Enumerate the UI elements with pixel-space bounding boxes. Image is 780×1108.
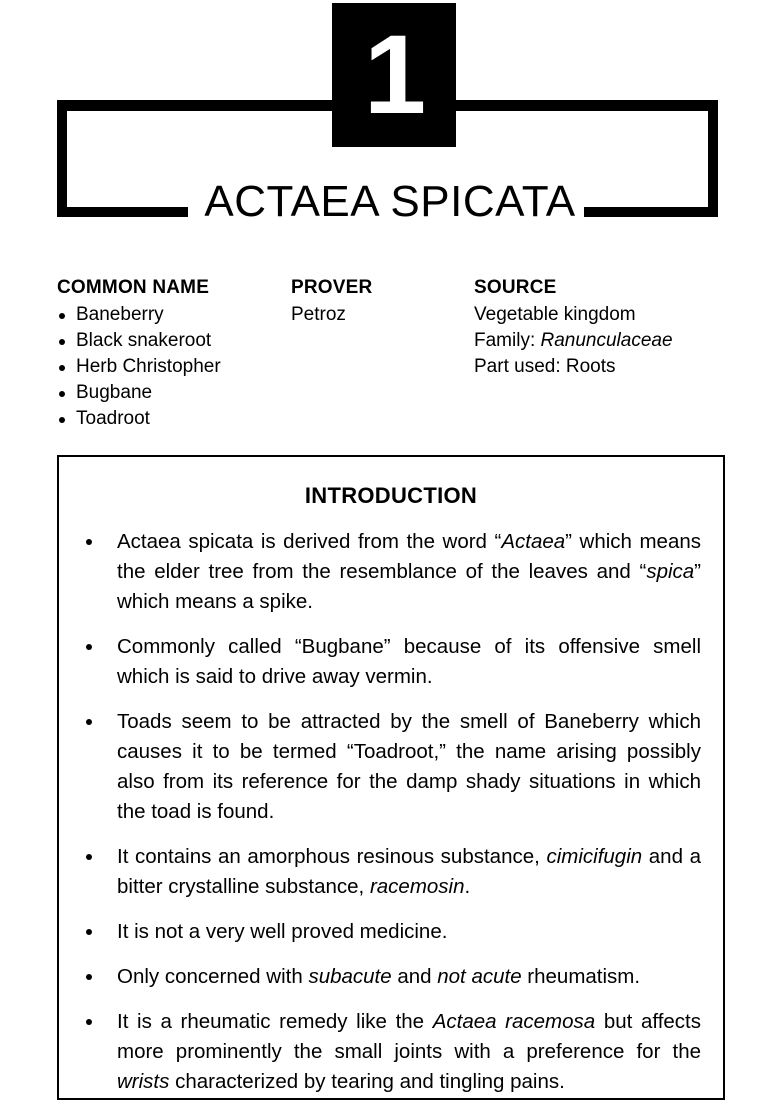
common-name-item-label: Black snakeroot bbox=[76, 330, 212, 351]
remedy-metadata bbox=[0, 276, 780, 446]
source-family-label: Family: bbox=[474, 330, 541, 351]
body-text: rheumatism. bbox=[521, 965, 641, 988]
body-text: It is a rheumatic remedy like the bbox=[117, 1010, 433, 1033]
list-item bbox=[57, 406, 282, 432]
emphasis-text: racemosin bbox=[369, 875, 465, 898]
body-text: Actaea spicata is derived from the word bbox=[117, 530, 495, 553]
introduction-box bbox=[57, 455, 725, 1100]
list-item bbox=[57, 354, 282, 380]
chapter-number-box bbox=[332, 3, 456, 147]
body-text: Commonly called “Bugbane” because of its offensive smell which is said to drive away vermin. bbox=[117, 635, 701, 688]
common-name-item-label: Bugbane bbox=[76, 382, 153, 403]
body-text: but affects more prominently the small joints with a preference for the bbox=[117, 1010, 702, 1063]
body-text: ” bbox=[565, 530, 572, 553]
prover-value: Petroz bbox=[291, 304, 346, 325]
emphasis-text: not acute bbox=[437, 965, 522, 988]
common-name-item-label: Herb Christopher bbox=[76, 356, 221, 377]
meta-column-prover bbox=[291, 276, 466, 328]
meta-column-common-name bbox=[57, 276, 282, 432]
body-text: Only concerned with bbox=[117, 965, 309, 988]
common-name-heading: COMMON NAME bbox=[57, 277, 210, 298]
body-text: which means the elder tree from the resemblance of the leaves and bbox=[117, 530, 701, 583]
common-name-list bbox=[57, 302, 282, 432]
introduction-bullet bbox=[59, 527, 701, 617]
source-part-used: Part used: Roots bbox=[474, 356, 616, 377]
meta-column-source bbox=[474, 276, 764, 380]
list-item bbox=[57, 380, 282, 406]
body-text: . bbox=[464, 875, 471, 898]
emphasis-text: spica bbox=[646, 560, 695, 583]
emphasis-text: Actaea bbox=[501, 530, 566, 553]
introduction-bullet bbox=[59, 842, 701, 902]
body-text: characterized by tearing and tingling pains. bbox=[169, 1070, 565, 1093]
prover-heading: PROVER bbox=[291, 277, 373, 298]
source-kingdom: Vegetable kingdom bbox=[474, 304, 636, 325]
emphasis-text: Actaea racemosa bbox=[432, 1010, 596, 1033]
introduction-bullet-list bbox=[59, 527, 723, 1097]
source-family bbox=[474, 328, 764, 354]
body-text: and bbox=[391, 965, 438, 988]
body-text: “ bbox=[494, 530, 502, 553]
emphasis-text: wrists bbox=[117, 1070, 170, 1093]
body-text: and a bitter crystalline substance, bbox=[117, 845, 701, 898]
introduction-bullet bbox=[59, 962, 701, 992]
emphasis-text: cimicifugin bbox=[546, 845, 643, 868]
source-family-value: Ranunculaceae bbox=[540, 330, 673, 351]
introduction-bullet bbox=[59, 632, 701, 692]
list-item bbox=[57, 328, 282, 354]
emphasis-text: subacute bbox=[308, 965, 392, 988]
chapter-title: ACTAEA SPICATA bbox=[204, 177, 576, 226]
body-text: which means a spike. bbox=[117, 590, 313, 613]
chapter-number: 1 bbox=[363, 12, 425, 137]
introduction-bullet bbox=[59, 1007, 701, 1097]
body-text: “ bbox=[639, 560, 647, 583]
introduction-heading: INTRODUCTION bbox=[304, 483, 478, 508]
list-item bbox=[57, 302, 282, 328]
common-name-item-label: Toadroot bbox=[76, 408, 150, 429]
body-text: It is not a very well proved medicine. bbox=[117, 920, 448, 943]
introduction-bullet bbox=[59, 707, 701, 827]
source-heading: SOURCE bbox=[474, 277, 557, 298]
chapter-header bbox=[0, 0, 780, 250]
body-text: Toads seem to be attracted by the smell of Baneberry which causes it to be termed “Toadroot,” the name arising possibly also from its reference for the damp shady situations in which the toad is found. bbox=[117, 710, 701, 823]
introduction-bullet bbox=[59, 917, 701, 947]
body-text: It contains an amorphous resinous substance, bbox=[117, 845, 547, 868]
common-name-item-label: Baneberry bbox=[76, 304, 164, 325]
body-text: ” bbox=[694, 560, 701, 583]
